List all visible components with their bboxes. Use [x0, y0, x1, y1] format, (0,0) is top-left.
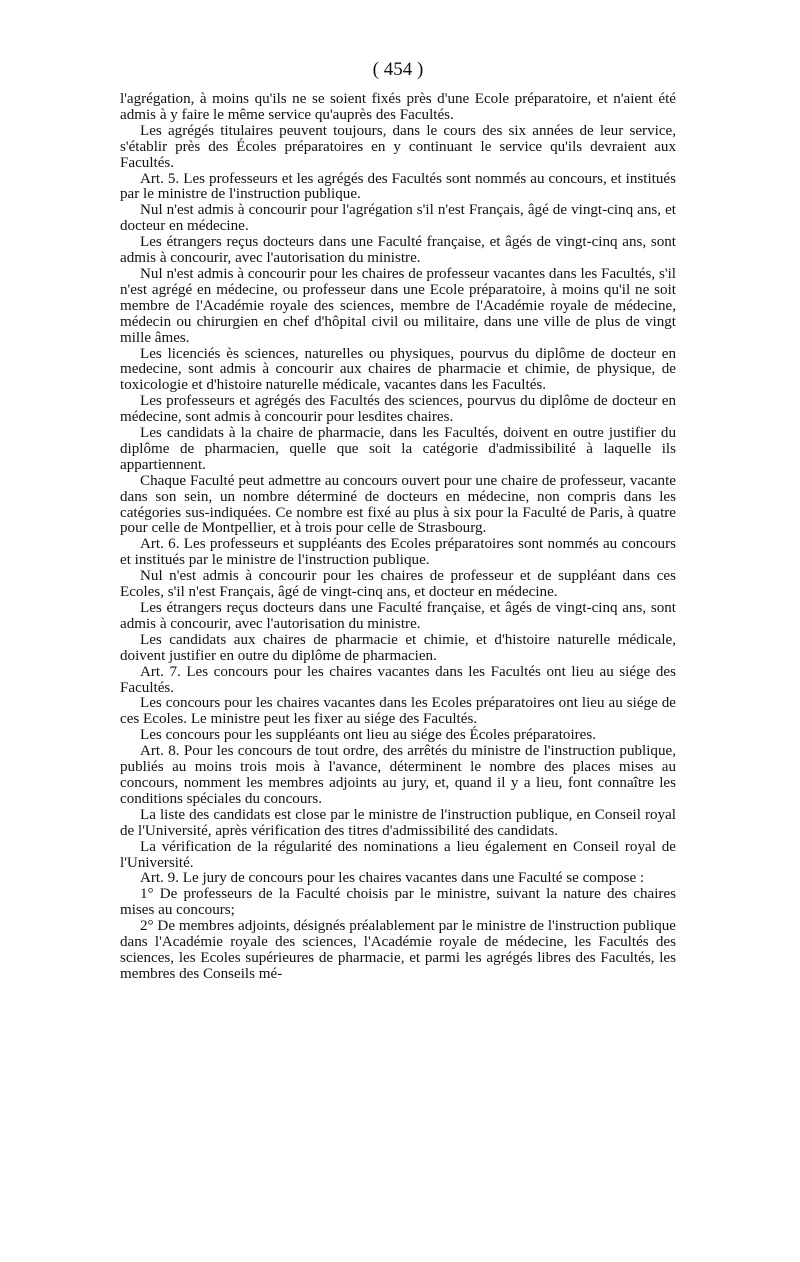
paragraph: Les professeurs et agrégés des Facultés des sciences, pourvus du diplôme de docteur en médecine, sont admis à concourir pour lesdites chaires.: [120, 393, 676, 426]
paragraph: Les agrégés titulaires peuvent toujours, dans le cours des six années de leur service, s'établir près des Écoles préparatoires en y continuant le service qu'ils devraient aux Facultés.: [120, 122, 676, 171]
paragraph: Les candidats aux chaires de pharmacie et chimie, et d'histoire naturelle médicale, doivent justifier en outre du diplôme de pharmacien.: [120, 631, 676, 664]
paragraph: 1° De professeurs de la Faculté choisis par le ministre, suivant la nature des chaires mises au concours;: [120, 886, 676, 919]
paragraph: La vérification de la régularité des nominations a lieu également en Conseil royal de l'Université.: [120, 838, 676, 871]
paragraph: Art. 9. Le jury de concours pour les chaires vacantes dans une Faculté se compose :: [140, 870, 645, 887]
paragraph: Les étrangers reçus docteurs dans une Faculté française, et âgés de vingt-cinq ans, sont admis à concourir, avec l'autorisation du ministre.: [120, 600, 676, 632]
paragraph: Nul n'est admis à concourir pour les chaires de professeur vacantes dans les Facultés, s'il n'est agrégé en médecine, ou professeur dans une Ecole préparatoire, à moins qu'il ne soit membre de l'Académie royale des sciences, membre de l'Académie royale de médecine, médecin ou chirurgien en chef d'hôpital civil ou militaire, dans une ville de plus de vingt mille âmes.: [120, 265, 676, 346]
paragraph: Art. 8. Pour les concours de tout ordre, des arrêtés du ministre de l'instruction publique, publiés au moins trois mois à l'avance, déterminent le nombre des places mises au concours, nomment les membres adjoints au jury, et, quand il y a lieu, font connaître les conditions spéciales du concours.: [120, 743, 676, 807]
paragraph: Les concours pour les suppléants ont lieu au siége des Écoles préparatoires.: [140, 727, 597, 744]
paragraph: Art. 5. Les professeurs et les agrégés des Facultés sont nommés au concours, et institués par le ministre de l'instruction publique.: [120, 170, 676, 203]
paragraph: l'agrégation, à moins qu'ils ne se soient fixés près d'une Ecole préparatoire, et n'aient été admis à y faire le même service qu'auprès des Facultés.: [120, 91, 676, 123]
body-text: [120, 92, 676, 983]
paragraph: Les concours pour les chaires vacantes dans les Ecoles préparatoires ont lieu au siége de ces Ecoles. Le ministre peut les fixer au siége des Facultés.: [120, 695, 676, 728]
paragraph: Les candidats à la chaire de pharmacie, dans les Facultés, doivent en outre justifier du diplôme de pharmacien, quelle que soit la catégorie d'admissibilité à laquelle ils appartiennent.: [120, 425, 676, 473]
paragraph: Chaque Faculté peut admettre au concours ouvert pour une chaire de professeur, vacante dans son sein, un nombre déterminé de docteurs en médecine, non compris dans les catégories sus-indiquées. Ce nombre est fixé au plus à six pour la Faculté de Paris, à quatre pour celle de Montpellier, et à trois pour celle de Strasbourg.: [120, 472, 676, 537]
paragraph: Art. 7. Les concours pour les chaires vacantes dans les Facultés ont lieu au siége des Facultés.: [120, 663, 676, 696]
page-number: ( 454 ): [372, 59, 424, 80]
paragraph: La liste des candidats est close par le ministre de l'instruction publique, en Conseil royal de l'Université, après vérification des titres d'admissibilité des candidats.: [120, 806, 676, 839]
paragraph: Les licenciés ès sciences, naturelles ou physiques, pourvus du diplôme de docteur en medecine, sont admis à concourir aux chaires de pharmacie et chimie, de physique, de toxicologie et d'histoire naturelle médicale, vacantes dans les Facultés.: [120, 345, 676, 394]
paragraph: Nul n'est admis à concourir pour l'agrégation s'il n'est Français, âgé de vingt-cinq ans, et docteur en médecine.: [120, 202, 676, 235]
paragraph: Nul n'est admis à concourir pour les chaires de professeur et de suppléant dans ces Ecoles, s'il n'est Français, âgé de vingt-cinq ans, et docteur en médecine.: [120, 568, 676, 601]
paragraph: Les étrangers reçus docteurs dans une Faculté française, et âgés de vingt-cinq ans, sont admis à concourir, avec l'autorisation du ministre.: [120, 234, 676, 267]
paragraph: 2° De membres adjoints, désignés préalablement par le ministre de l'instruction publique dans l'Académie royale des sciences, l'Académie royale de médecine, les Facultés des sciences, les Ecoles supérieures de pharmacie, et parmi les agrégés libres des Facultés, les membres des Conseils mé-: [120, 918, 676, 982]
document-page: [120, 56, 676, 983]
paragraph: Art. 6. Les professeurs et suppléants des Ecoles préparatoires sont nommés au concours et institués par le ministre de l'instruction publique.: [120, 536, 676, 569]
